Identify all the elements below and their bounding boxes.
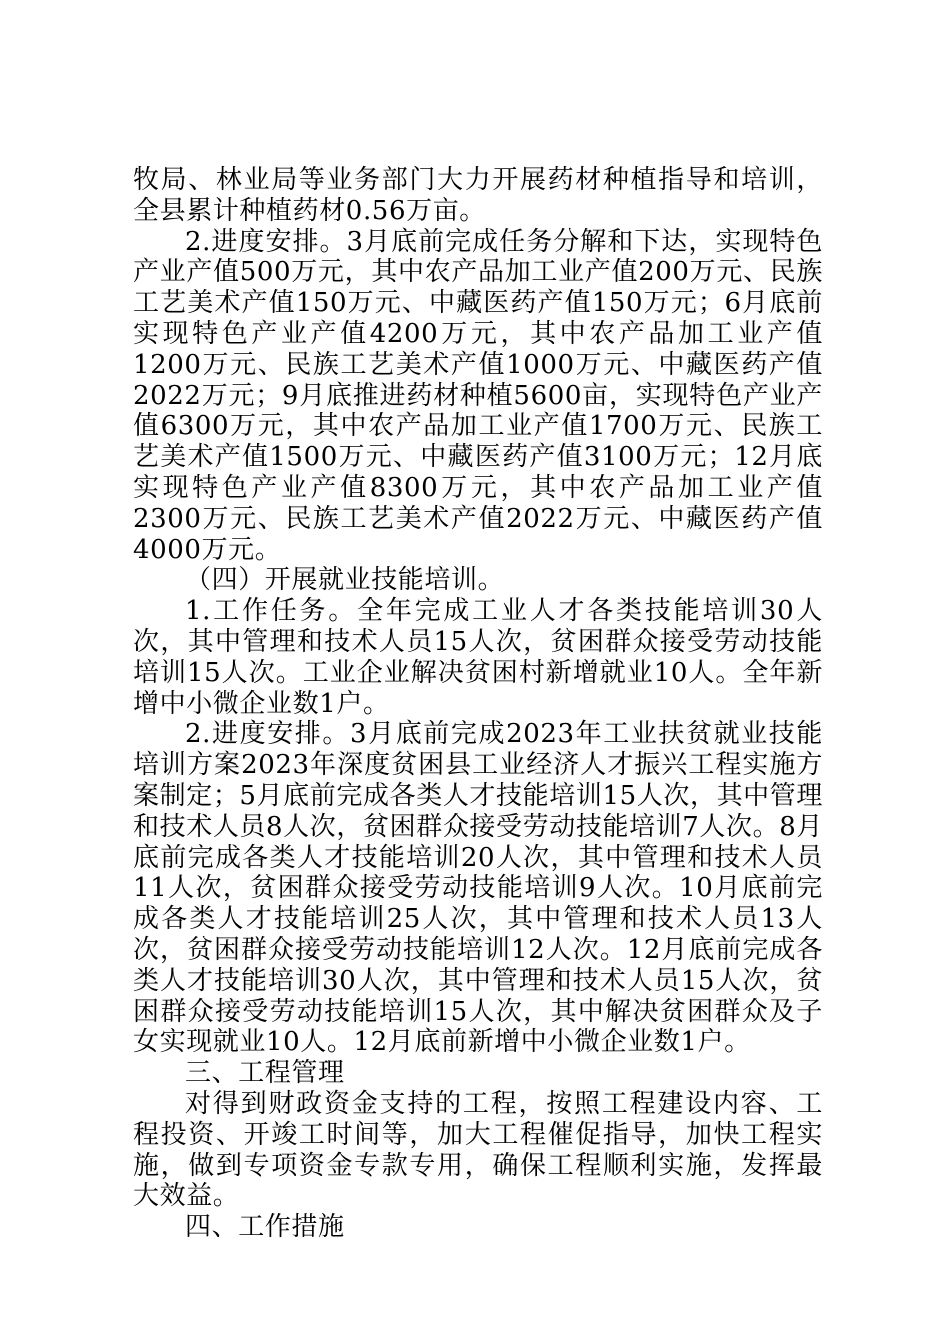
section-heading-employment-training: （四）开展就业技能培训。 [185,565,505,596]
paragraph-medicine-planting-continued: 牧局、林业局等业务部门大力开展药材种植指导和培训，全县累计种植药材0.56万亩。 [133,165,823,226]
paragraph-progress-schedule-training: 2.进度安排。3月底前完成2023年工业扶贫就业技能培训方案2023年深度贫困县工业经济人才振兴工程实施方案制定；5月底前完成各类人才技能培训15人次，其中管理和技术人员8人次，贫困群众接受劳动技能培训7人次。8月底前完成各类人才技能培训20人次，其中管理和技术人员11人次，贫困群众接受劳动技能培训9人次。10月底前完成各类人才技能培训25人次，其中管理和技术人员13人次，贫困群众接受劳动技能培训12人次。12月底前完成各类人才技能培训30人次，其中管理和技术人员15人次，贫困群众接受劳动技能培训15人次，其中解决贫困群众及子女实现就业10人。12月底前新增中小微企业数1户。 [133,719,823,1058]
section-heading-work-measures: 四、工作措施 [185,1212,345,1243]
paragraph-work-tasks: 1.工作任务。全年完成工业人才各类技能培训30人次，其中管理和技术人员15人次，贫困群众接受劳动技能培训15人次。工业企业解决贫困村新增就业10人。全年新增中小微企业数1户。 [133,596,823,719]
paragraph-project-management: 对得到财政资金支持的工程，按照工程建设内容、工程投资、开竣工时间等，加大工程催促指导，加快工程实施，做到专项资金专款专用，确保工程顺利实施，发挥最大效益。 [133,1088,823,1212]
document-body [133,165,823,1243]
section-heading-project-management: 三、工程管理 [185,1058,345,1089]
paragraph-progress-schedule-industry: 2.进度安排。3月底前完成任务分解和下达，实现特色产业产值500万元，其中农产品加工业产值200万元、民族工艺美术产值150万元、中藏医药产值150万元；6月底前实现特色产业产值4200万元，其中农产品加工业产值1200万元、民族工艺美术产值1000万元、中藏医药产值2022万元；9月底推进药材种植5600亩，实现特色产业产值6300万元，其中农产品加工业产值1700万元、民族工艺美术产值1500万元、中藏医药产值3100万元；12月底实现特色产业产值8300万元，其中农产品加工业产值2300万元、民族工艺美术产值2022万元、中藏医药产值4000万元。 [133,226,823,565]
